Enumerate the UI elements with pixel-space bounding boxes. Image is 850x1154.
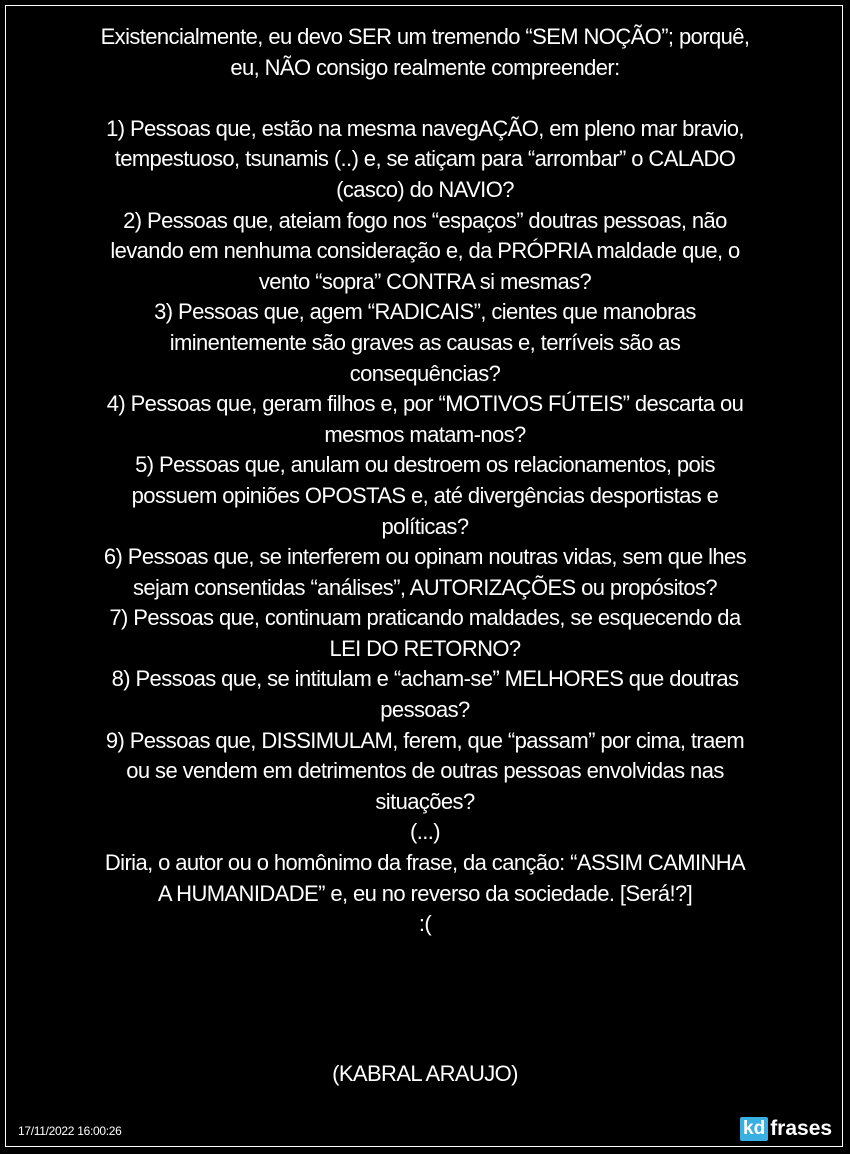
quote-line: Existencialmente, eu devo SER um tremendo “SEM NOÇÃO”; porquê, (100, 24, 750, 49)
quote-line: consequências? (349, 360, 501, 386)
quote-blank-line (30, 83, 820, 114)
quote-line: (casco) do NAVIO? (336, 176, 514, 202)
quote-line: situações? (375, 788, 475, 814)
quote-text (30, 22, 820, 940)
quote-line: levando em nenhuma consideração e, da PRÓPRIA maldade que, o (110, 238, 740, 264)
kdfrases-logo[interactable] (740, 1112, 832, 1146)
quote-line: eu, NÃO consigo realmente compreender: (230, 54, 620, 80)
quote-line: (...) (410, 819, 440, 845)
quote-line: 3) Pessoas que, agem “RADICAIS”, cientes que manobras (154, 299, 696, 325)
quote-line: 9) Pessoas que, DISSIMULAM, ferem, que “passam” por cima, traem (105, 727, 745, 753)
quote-line: 8) Pessoas que, se intitulam e “acham-se” MELHORES que doutras (111, 666, 739, 692)
quote-line: 6) Pessoas que, se interferem ou opinam noutras vidas, sem que lhes (103, 544, 747, 570)
quote-line: 2) Pessoas que, ateiam fogo nos “espaços” doutras pessoas, não (123, 207, 727, 233)
frases-logo-text: frases (770, 1117, 833, 1140)
quote-line: possuem opiniões OPOSTAS e, até divergências desportistas e (131, 482, 719, 508)
quote-line: 7) Pessoas que, continuam praticando maldades, se esquecendo da (109, 605, 741, 631)
quote-line: políticas? (381, 513, 469, 539)
quote-line: 4) Pessoas que, geram filhos e, por “MOTIVOS FÚTEIS” descarta ou (106, 391, 744, 417)
quote-line: :( (418, 911, 432, 937)
kd-logo-mark: kd (740, 1117, 768, 1141)
quote-line: vento “sopra” CONTRA si mesmas? (258, 268, 592, 294)
quote-line: A HUMANIDADE” e, eu no reverso da sociedade. [Será!?] (157, 880, 693, 906)
quote-line: pessoas? (380, 697, 470, 723)
timestamp: 17/11/2022 16:00:26 (18, 1124, 122, 1138)
author-name: (KABRAL ARAUJO) (332, 1061, 518, 1086)
quote-line: ou se vendem em detrimentos de outras pessoas envolvidas nas (126, 758, 724, 784)
quote-line: Diria, o autor ou o homônimo da frase, da canção: “ASSIM CAMINHA (104, 850, 746, 876)
quote-line: iminentemente são graves as causas e, terríveis são as (169, 329, 681, 355)
quote-line: mesmos matam-nos? (324, 421, 526, 447)
quote-line: 1) Pessoas que, estão na mesma navegAÇÃO, em pleno mar bravio, (106, 115, 744, 141)
quote-line: sejam consentidas “análises”, AUTORIZAÇÕES ou propósitos? (132, 574, 718, 600)
quote-line: 5) Pessoas que, anulam ou destroem os relacionamentos, pois (135, 452, 715, 478)
quote-line: LEI DO RETORNO? (329, 635, 521, 661)
quote-line: tempestuoso, tsunamis (..) e, se atiçam para “arrombar” o CALADO (114, 146, 736, 172)
